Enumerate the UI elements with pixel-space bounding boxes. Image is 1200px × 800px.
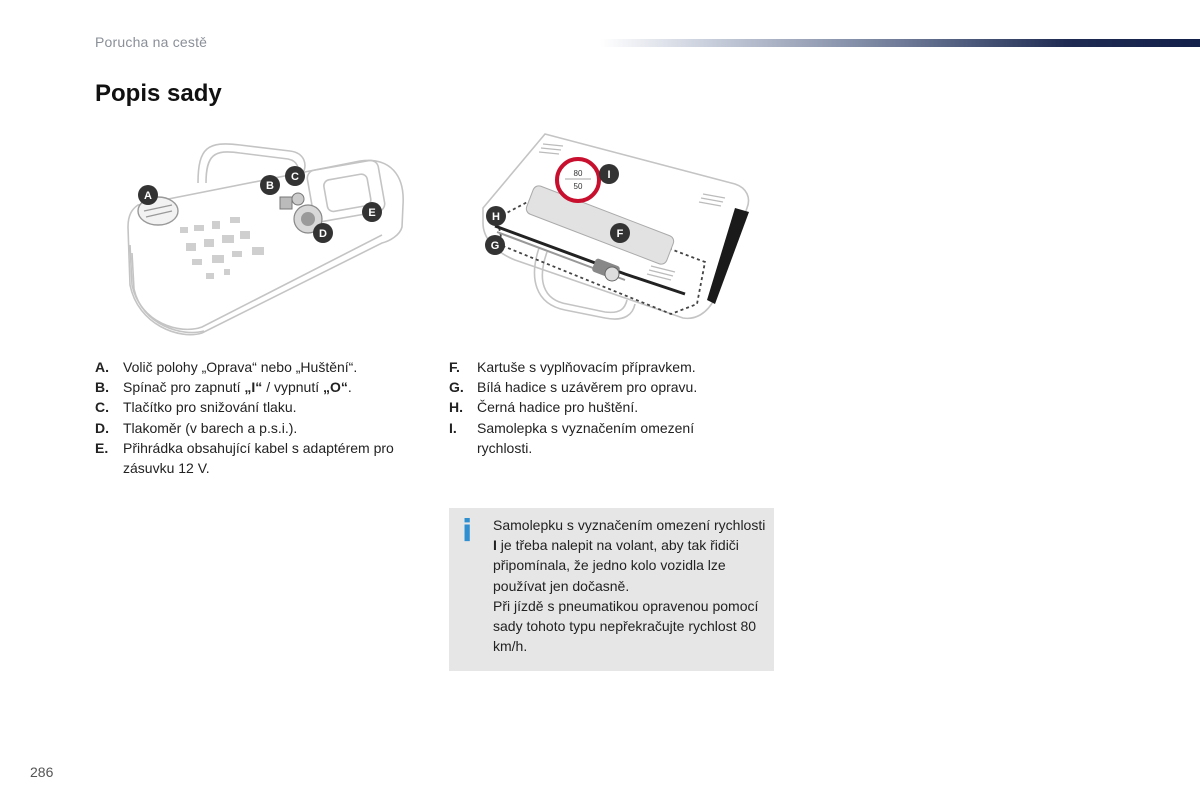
legend-text: [123, 377, 352, 397]
callout-d: D: [319, 228, 327, 240]
info-paragraph-2: Při jízdě s pneumatikou opravenou pomocí sady tohoto typu nepřekračujte rychlost 80 km/h.: [493, 597, 759, 655]
legend-item-g: [449, 377, 749, 397]
legend-item-d: [95, 418, 415, 438]
callout-h: H: [492, 211, 500, 223]
callout-i: I: [607, 169, 611, 181]
legend-text: Tlakoměr (v barech a p.s.i.).: [123, 419, 298, 436]
callout-c: C: [291, 171, 299, 183]
sticker-speed-80: 80: [573, 169, 583, 178]
legend-letter: E.: [95, 439, 109, 456]
legend-letter: F.: [449, 359, 460, 375]
callout-e: E: [368, 207, 376, 219]
callout-a: A: [144, 190, 152, 202]
sticker-speed-50: 50: [573, 182, 583, 191]
legend-letter: C.: [95, 399, 109, 416]
info-note-text: [493, 515, 771, 656]
legend-item-i: [449, 418, 749, 458]
page-title: Popis sady: [95, 80, 222, 107]
header-gradient-bar: [600, 39, 1200, 47]
info-icon: i: [462, 514, 473, 549]
callout-f: F: [616, 228, 624, 240]
kit-top-view-figure: [120, 135, 410, 340]
kit-underside-figure: [475, 128, 760, 338]
legend-text: Bílá hadice s uzávěrem pro opravu.: [477, 379, 698, 396]
legend-letter: G.: [449, 379, 464, 396]
legend-right: [449, 357, 749, 458]
legend-item-f: [449, 357, 749, 377]
legend-letter: D.: [95, 419, 109, 436]
legend-letter: I.: [449, 419, 457, 436]
section-label: Porucha na cestě: [95, 34, 208, 50]
switch-on-symbol: „I“: [244, 379, 263, 396]
callout-g: G: [490, 240, 500, 252]
info-sticker-ref: I: [493, 537, 497, 554]
legend-item-c: [95, 397, 415, 417]
callout-b: B: [266, 180, 274, 192]
legend-letter: H.: [449, 399, 463, 416]
page-number: 286: [30, 764, 54, 780]
switch-off-symbol: „O“: [323, 379, 348, 396]
info-text-part: je třeba nalepit na volant, aby tak řidiči připomínala, že jedno kolo vozidla lze používat jen dočasně.: [493, 537, 739, 594]
legend-letter: A.: [95, 359, 109, 375]
legend-text: Kartuše s vyplňovacím přípravkem.: [477, 359, 696, 375]
legend-text: Přihrádka obsahující kabel s adaptérem pro zásuvku 12 V.: [123, 439, 394, 477]
info-text-part: Samolepku s vyznačením omezení rychlosti: [493, 517, 766, 533]
legend-item-h: [449, 397, 749, 417]
info-note-box: [449, 508, 774, 671]
legend-left: [95, 357, 415, 478]
legend-letter: B.: [95, 379, 109, 396]
legend-text: Samolepka s vyznačením omezení rychlosti.: [477, 419, 695, 456]
legend-item-e: [95, 438, 415, 478]
legend-text-part: Spínač pro zapnutí: [123, 379, 245, 396]
legend-text: Černá hadice pro huštění.: [477, 399, 639, 416]
legend-text-part: / vypnutí: [262, 379, 324, 396]
legend-item-b: [95, 377, 415, 397]
legend-text-part: .: [347, 379, 352, 396]
info-paragraph-1: [493, 515, 771, 596]
legend-item-a: [95, 357, 415, 377]
legend-text: Tlačítko pro snižování tlaku.: [123, 399, 297, 416]
legend-text: Volič polohy „Oprava“ nebo „Huštění“.: [123, 359, 358, 375]
